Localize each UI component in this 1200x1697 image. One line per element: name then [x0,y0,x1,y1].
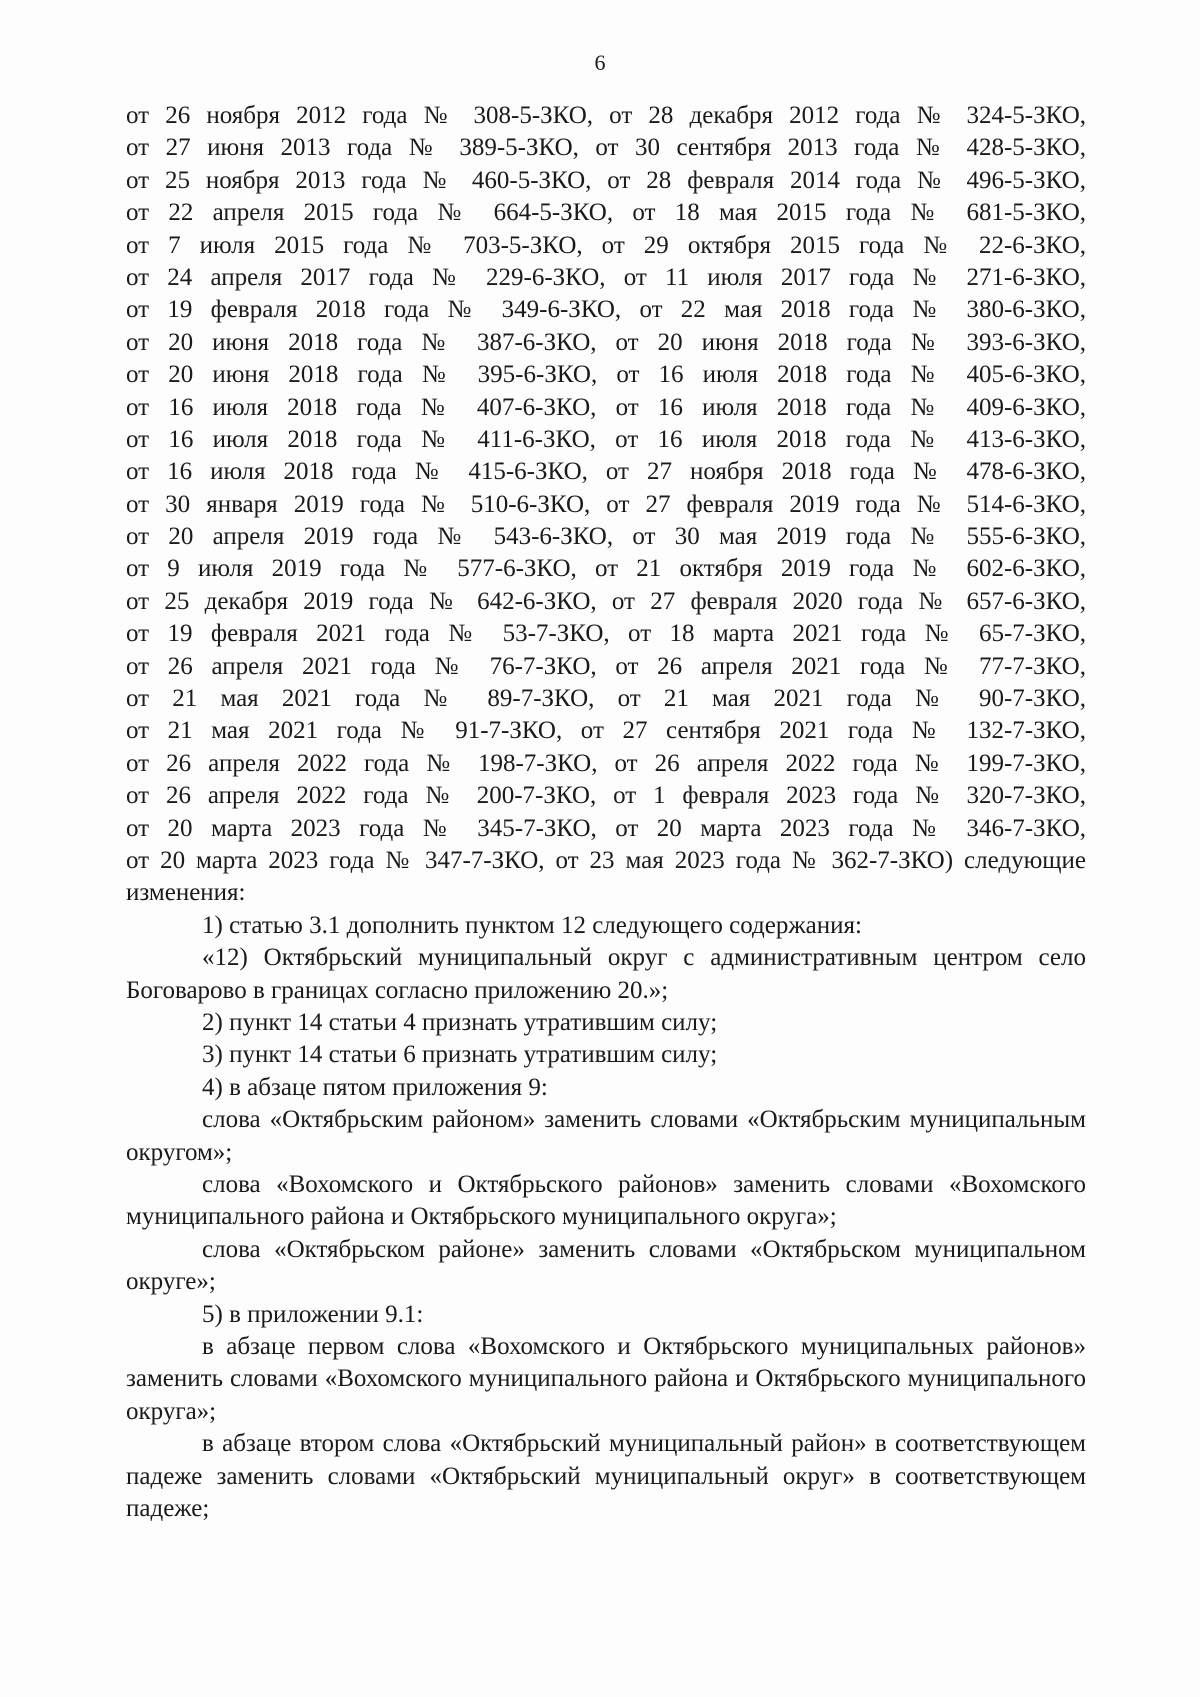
item-4-c: слова «Октябрьском районе» заменить словами «Октябрьском муниципальном округе»; [126,1235,1086,1296]
page-number: 6 [594,50,606,75]
amendment-list-line: от 7 июля 2015 года № 703-5-ЗКО, от 29 октября 2015 года № 22-6-ЗКО, [126,231,1086,259]
amendment-list-line: от 25 ноября 2013 года № 460-5-ЗКО, от 28 февраля 2014 года № 496-5-ЗКО, [126,166,1086,194]
amendment-list-line: от 19 февраля 2021 года № 53-7-ЗКО, от 18 марта 2021 года № 65-7-ЗКО, [126,620,1086,648]
amendment-list-line: от 27 июня 2013 года № 389-5-ЗКО, от 30 сентября 2013 года № 428-5-ЗКО, [126,134,1086,162]
item-1: 1) статью 3.1 дополнить пунктом 12 следующего содержания: [202,911,862,939]
list-tail-paragraph: от 20 марта 2023 года № 347-7-ЗКО, от 23 мая 2023 года № 362-7-ЗКО) следующие изменения: [126,846,1086,907]
item-5: 5) в приложении 9.1: [202,1300,424,1328]
item-4-a: слова «Октябрьским районом» заменить словами «Октябрьским муниципальным округом»; [126,1106,1086,1166]
amendment-list-line: от 16 июля 2018 года № 411-6-ЗКО, от 16 июля 2018 года № 413-6-ЗКО, [126,425,1086,453]
amendment-list-line: от 30 января 2019 года № 510-6-ЗКО, от 27 февраля 2019 года № 514-6-ЗКО, [126,490,1086,518]
amendment-list-line: от 26 ноября 2012 года № 308-5-ЗКО, от 28 декабря 2012 года № 324-5-ЗКО, [126,102,1086,129]
item-4: 4) в абзаце пятом приложения 9: [202,1073,548,1101]
amendment-list-line: от 20 июня 2018 года № 395-6-ЗКО, от 16 июля 2018 года № 405-6-ЗКО, [126,361,1086,389]
item-1-quote: «12) Октябрьский муниципальный округ с административным центром село Боговарово в границах согласно приложению 20.»; [126,944,1086,1004]
amendment-list-line: от 20 июня 2018 года № 387-6-ЗКО, от 20 июня 2018 года № 393-6-ЗКО, [126,328,1086,356]
amendment-list-line: от 19 февраля 2018 года № 349-6-ЗКО, от 22 мая 2018 года № 380-6-ЗКО, [126,296,1086,324]
amendment-list-line: от 26 апреля 2022 года № 200-7-ЗКО, от 1 февраля 2023 года № 320-7-ЗКО, [126,782,1086,810]
amendment-list-line: от 25 декабря 2019 года № 642-6-ЗКО, от 27 февраля 2020 года № 657-6-ЗКО, [126,587,1086,615]
amendment-list [126,100,1086,845]
amendment-list-line: от 20 марта 2023 года № 345-7-ЗКО, от 20 марта 2023 года № 346-7-ЗКО, [126,814,1086,842]
document-body [126,100,1086,1526]
item-5-b: в абзаце втором слова «Октябрьский муниципальный район» в соответствующем падеже заменить словами «Октябрьский муниципальный округ» в соответствующем падеже; [126,1430,1086,1523]
amendment-list-line: от 21 мая 2021 года № 89-7-ЗКО, от 21 мая 2021 года № 90-7-ЗКО, [126,685,1086,713]
amendment-list-line: от 16 июля 2018 года № 407-6-ЗКО, от 16 июля 2018 года № 409-6-ЗКО, [126,393,1086,421]
amendment-list-line: от 24 апреля 2017 года № 229-6-ЗКО, от 11 июля 2017 года № 271-6-ЗКО, [126,263,1086,291]
amendment-list-line: от 16 июля 2018 года № 415-6-ЗКО, от 27 ноября 2018 года № 478-6-ЗКО, [126,458,1086,486]
amendment-list-line: от 9 июля 2019 года № 577-6-ЗКО, от 21 октября 2019 года № 602-6-ЗКО, [126,555,1086,583]
amendment-list-line: от 22 апреля 2015 года № 664-5-ЗКО, от 18 мая 2015 года № 681-5-ЗКО, [126,199,1086,227]
amendment-list-line: от 26 апреля 2022 года № 198-7-ЗКО, от 26 апреля 2022 года № 199-7-ЗКО, [126,749,1086,777]
item-3: 3) пункт 14 статьи 6 признать утратившим силу; [202,1041,718,1069]
item-2: 2) пункт 14 статьи 4 признать утратившим силу; [202,1009,718,1037]
amendment-list-line: от 20 апреля 2019 года № 543-6-ЗКО, от 30 мая 2019 года № 555-6-ЗКО, [126,523,1086,551]
item-4-b: слова «Вохомского и Октябрьского районов» заменить словами «Вохомского муниципального района и Октябрьского муниципального округа»; [126,1171,1086,1231]
item-5-a: в абзаце первом слова «Вохомского и Октябрьского муниципальных районов» заменить словами «Вохомского муниципального района и Октябрьского муниципального округа»; [126,1333,1086,1425]
amendment-list-line: от 26 апреля 2021 года № 76-7-ЗКО, от 26 апреля 2021 года № 77-7-ЗКО, [126,652,1086,680]
amendment-list-line: от 21 мая 2021 года № 91-7-ЗКО, от 27 сентября 2021 года № 132-7-ЗКО, [126,717,1086,745]
